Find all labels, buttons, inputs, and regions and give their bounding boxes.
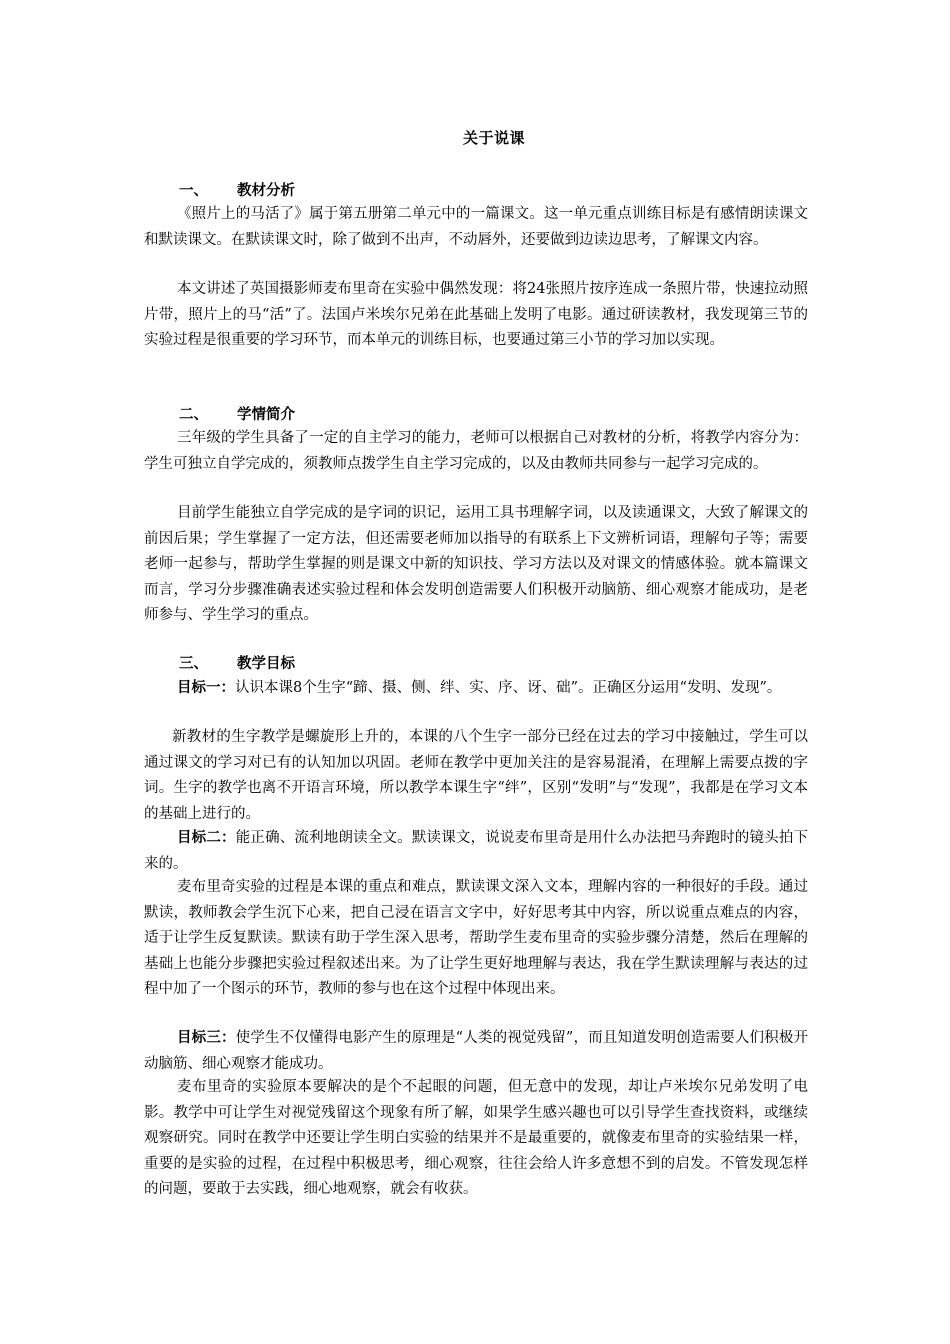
paragraph: 三年级的学生具备了一定的自主学习的能力，老师可以根据自己对教材的分析，将教学内容分为：学生可独立自学完成的，须教师点拨学生自主学习完成的，以及由教师共同参与一起学习完成的。 [144,430,808,472]
goal-label: 目标二： [177,829,236,846]
document-title: 关于说课 [462,129,525,147]
goal-2 [144,825,808,877]
section-number: 二、 [179,406,208,423]
paragraph: 新教材的生字教学是螺旋形上升的，本课的八个生字一部分已经在过去的学习中接触过，学生可以通过课文的学习对已有的认知加以巩固。老师在教学中更加关注的是容易混淆，在理解上需要点拨的字词。生字的教学也离不开语言环境，所以教学本课生字“绊”，区别“发明”与“发现”，我都是在学习文本的基础上进行的。 [144,729,808,822]
goal-label: 目标一： [177,679,235,696]
section-number: 一、 [179,182,208,199]
section-heading-2 [179,403,295,424]
goal-text: 能正确、流利地朗读全文。默读课文，说说麦布里奇是用什么办法把马奔跑时的镜头拍下来的。 [144,830,809,872]
goal-text: 认识本课8个生字“蹄、摄、侧、绊、实、序、讶、础”。正确区分运用“发明、发现”。 [235,680,782,696]
paragraph: 目前学生能独立自学完成的是字词的识记，运用工具书理解字词，以及读通课文，大致了解课文的前因后果；学生掌握了一定方法，但还需要老师加以指导的有联系上下文辨析词语，理解句子等；需要老师一起参与，帮助学生掌握的则是课文中新的知识技、学习方法以及对课文的情感体验。就本篇课文而言，学习分步骤准确表述实验过程和体会发明创造需要人们积极开动脑筋、细心观察才能成功，是老师参与、学生学习的重点。 [144,505,808,623]
paragraph: 本文讲述了英国摄影师麦布里奇在实验中偶然发现：将24张照片按序连成一条照片带，快速拉动照片带，照片上的马“活”了。法国卢米埃尔兄弟在此基础上发明了电影。通过研读教材，我发现第三节的实验过程是很重要的学习环节，而本单元的训练目标，也要通过第三小节的学习加以实现。 [144,281,808,348]
paragraph: 麦布里奇的实验原本要解决的是个不起眼的问题，但无意中的发现，却让卢米埃尔兄弟发明了电影。教学中可让学生对视觉残留这个现象有所了解，如果学生感兴趣也可以引导学生查找资料，或继续观察研究。同时在教学中还要让学生明白实验的结果并不是最重要的，就像麦布里奇的实验结果一样，重要的是实验的过程，在过程中积极思考，细心观察，往往会给人许多意想不到的启发。不管发现怎样的问题，要敢于去实践，细心地观察，就会有收获。 [144,1079,808,1197]
paragraph: 《照片上的马活了》属于第五册第二单元中的一篇课文。这一单元重点训练目标是有感情朗读课文和默读课文。在默读课文时，除了做到不出声，不动唇外，还要做到边读边思考，了解课文内容。 [144,206,808,248]
section-heading-3 [179,652,295,673]
section-title: 教材分析 [237,182,295,199]
goal-1 [144,675,808,702]
section-title: 教学目标 [237,655,295,672]
section-title: 学情简介 [237,406,295,423]
goal-3 [144,1025,808,1077]
section-number: 三、 [179,655,208,672]
section-heading-1 [179,179,295,200]
goal-label: 目标三： [177,1029,236,1046]
paragraph: 麦布里奇实验的过程是本课的重点和难点，默读课文深入文本，理解内容的一种很好的手段。通过默读，教师教会学生沉下心来，把自己浸在语言文字中，好好思考其中内容，所以说重点难点的内容，适于让学生反复默读。默读有助于学生深入思考，帮助学生麦布里奇的实验步骤分清楚，然后在理解的基础上也能分步骤把实验过程叙述出来。为了让学生更好地理解与表达，我在学生默读理解与表达的过程中加了一个图示的环节，教师的参与也在这个过程中体现出来。 [144,879,808,997]
goal-text: 使学生不仅懂得电影产生的原理是“人类的视觉残留”，而且知道发明创造需要人们积极开动脑筋、细心观察才能成功。 [144,1030,808,1072]
